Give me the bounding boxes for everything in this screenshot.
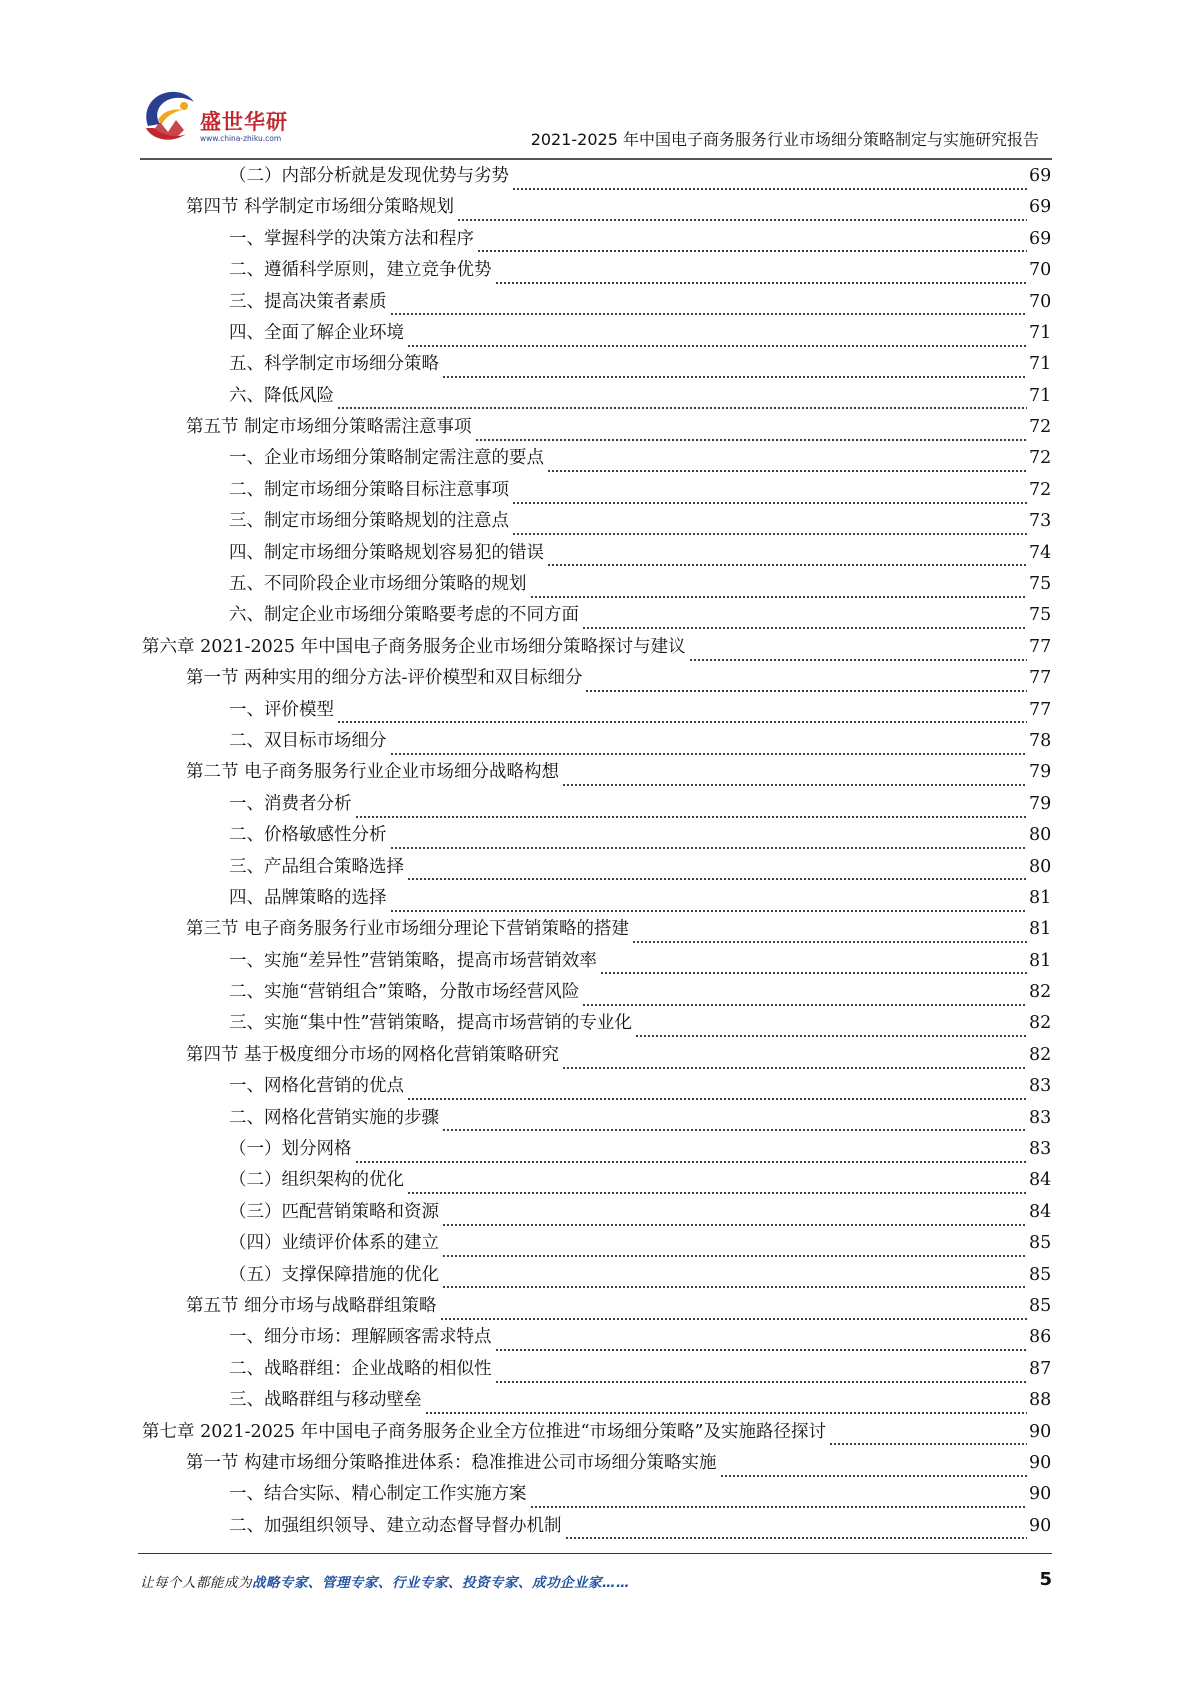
toc-entry[interactable] [229,695,1051,726]
toc-entry[interactable] [229,475,1051,506]
toc-entry[interactable] [229,161,1051,192]
toc-entry[interactable] [229,349,1051,380]
toc-leader-dots [689,642,1027,662]
toc-entry-page: 73 [1029,511,1052,532]
toc-leader-dots [495,265,1028,285]
toc-entry-page: 88 [1029,1390,1052,1411]
toc-entry[interactable] [229,318,1051,349]
toc-entry[interactable] [229,381,1051,412]
toc-entry[interactable] [229,444,1051,475]
toc-entry-page: 74 [1029,542,1052,563]
toc-leader-dots [442,1269,1027,1289]
toc-entry-title: 第一节 两种实用的细分方法-评价模型和双目标细分 [186,668,583,689]
report-title: 2021-2025 年中国电子商务服务行业市场细分策略制定与实施研究报告 [530,130,1039,149]
toc-entry[interactable] [186,1448,1051,1479]
toc-leader-dots [390,893,1028,913]
toc-entry-page: 69 [1029,228,1052,249]
toc-entry-page: 80 [1029,856,1052,877]
toc-leader-dots [440,1301,1027,1321]
toc-entry-page: 69 [1029,165,1052,186]
toc-leader-dots [457,202,1027,222]
toc-entry-title: 一、消费者分析 [229,793,352,814]
toc-entry-title: 三、制定市场细分策略规划的注意点 [229,511,509,532]
toc-entry[interactable] [229,1166,1051,1197]
toc-entry[interactable] [229,1385,1051,1416]
toc-entry[interactable] [229,1197,1051,1228]
toc-entry-page: 80 [1029,825,1052,846]
toc-entry-page: 90 [1029,1421,1052,1442]
toc-entry[interactable] [186,914,1051,945]
toc-entry-page: 79 [1029,762,1052,783]
toc-entry-title: 第四节 科学制定市场细分策略规划 [186,197,455,218]
toc-entry[interactable] [186,757,1051,788]
toc-entry-title: 一、结合实际、精心制定工作实施方案 [229,1484,527,1505]
toc-entry-page: 75 [1029,605,1052,626]
toc-entry-page: 84 [1029,1170,1052,1191]
toc-entry-title: 四、制定市场细分策略规划容易犯的错误 [229,542,544,563]
toc-entry[interactable] [229,1228,1051,1259]
toc-entry-page: 72 [1029,417,1052,438]
toc-entry-page: 90 [1029,1452,1052,1473]
toc-leader-dots [600,955,1027,975]
toc-leader-dots [442,1112,1027,1132]
toc-entry[interactable] [186,1040,1051,1071]
toc-leader-dots [442,359,1027,379]
toc-entry[interactable] [229,977,1051,1008]
toc-entry[interactable] [229,1103,1051,1134]
toc-leader-dots [530,1489,1028,1509]
toc-leader-dots [547,453,1027,473]
toc-entry-page: 75 [1029,574,1052,595]
toc-entry-title: （二）内部分析就是发现优势与劣势 [229,165,509,186]
toc-entry-page: 70 [1029,291,1052,312]
toc-entry-page: 83 [1029,1139,1052,1160]
toc-leader-dots [407,861,1027,881]
toc-entry-title: （四）业绩评价体系的建立 [229,1233,439,1254]
toc-entry-title: 第三节 电子商务服务行业市场细分理论下营销策略的搭建 [186,919,630,940]
toc-leader-dots [512,171,1027,191]
toc-entry[interactable] [229,1134,1051,1165]
toc-entry[interactable] [229,1009,1051,1040]
toc-entry-page: 71 [1029,354,1052,375]
toc-entry-title: 三、产品组合策略选择 [229,856,404,877]
toc-entry-title: 三、战略群组与移动壁垒 [229,1390,422,1411]
toc-leader-dots [562,767,1027,787]
toc-leader-dots [407,1175,1027,1195]
toc-entry-title: 六、制定企业市场细分策略要考虑的不同方面 [229,605,579,626]
toc-entry-title: 二、双目标市场细分 [229,730,387,751]
toc-leader-dots [495,1364,1028,1384]
toc-entry-page: 87 [1029,1358,1052,1379]
toc-entry[interactable] [229,789,1051,820]
toc-leader-dots [407,1081,1027,1101]
toc-entry-page: 77 [1029,668,1052,689]
toc-entry[interactable] [229,1322,1051,1353]
toc-entry-title: （二）组织架构的优化 [229,1170,404,1191]
toc-entry-title: 第二节 电子商务服务行业企业市场细分战略构想 [186,762,560,783]
toc-entry-page: 77 [1029,699,1052,720]
toc-entry-title: 二、遵循科学原则，建立竞争优势 [229,260,492,281]
toc-entry-page: 70 [1029,260,1052,281]
footer-slogan [140,1571,630,1591]
toc-entry-title: 二、战略群组：企业战略的相似性 [229,1358,492,1379]
toc-leader-dots [512,516,1027,536]
toc-leader-dots [632,924,1027,944]
toc-entry-title: 第七章 2021-2025 年中国电子商务服务企业全方位推进“市场细分策略”及实施路径探讨 [142,1421,827,1442]
toc-entry[interactable] [229,506,1051,537]
toc-entry-title: 第五节 细分市场与战略群组策略 [186,1296,437,1316]
toc-entry-page: 71 [1029,385,1052,406]
toc-leader-dots [582,610,1027,630]
toc-entry[interactable] [229,1479,1051,1510]
toc-leader-dots [582,987,1027,1007]
toc-entry-title: 三、实施“集中性”营销策略，提高市场营销的专业化 [229,1013,632,1034]
toc-leader-dots [562,1050,1027,1070]
page-number: 5 [1039,1569,1052,1590]
toc-entry-title: 第六章 2021-2025 年中国电子商务服务企业市场细分策略探讨与建议 [142,636,686,657]
toc-entry-page: 85 [1029,1296,1052,1316]
toc-entry-title: 五、科学制定市场细分策略 [229,354,439,375]
toc-entry[interactable] [229,287,1051,318]
toc-leader-dots [337,390,1027,410]
toc-entry[interactable] [186,663,1051,694]
toc-entry-title: 第五节 制定市场细分策略需注意事项 [186,417,472,438]
toc-entry-page: 81 [1029,950,1052,971]
toc-entry-title: 一、掌握科学的决策方法和程序 [229,228,474,249]
toc-entry-title: （一）划分网格 [229,1139,352,1160]
toc-entry[interactable] [186,412,1051,443]
toc-leader-dots [442,1238,1027,1258]
toc-entry[interactable] [229,1511,1051,1542]
toc-leader-dots [407,328,1027,348]
toc-leader-dots [390,736,1028,756]
toc-leader-dots [390,830,1028,850]
company-logo [138,82,338,152]
toc-leader-dots [337,704,1027,724]
toc-entry-page: 78 [1029,730,1052,751]
toc-leader-dots [547,547,1027,567]
toc-entry-page: 90 [1029,1484,1052,1505]
toc-entry-page: 82 [1029,1044,1052,1065]
toc-entry[interactable] [229,1354,1051,1385]
toc-entry-page: 85 [1029,1264,1052,1285]
toc-entry-page: 85 [1029,1233,1052,1254]
toc-leader-dots [355,1144,1028,1164]
toc-entry-page: 83 [1029,1107,1052,1128]
toc-entry-page: 82 [1029,1013,1052,1034]
toc-leader-dots [442,1207,1027,1227]
toc-entry-page: 83 [1029,1076,1052,1097]
toc-leader-dots [829,1426,1027,1446]
toc-entry-title: 二、价格敏感性分析 [229,825,387,846]
toc-entry[interactable] [142,632,1051,663]
toc-entry-title: 二、加强组织领导、建立动态督导督办机制 [229,1515,562,1536]
toc-entry-page: 84 [1029,1201,1052,1222]
toc-leader-dots [512,485,1027,505]
toc-entry-page: 72 [1029,448,1052,469]
toc-entry-title: （三）匹配营销策略和资源 [229,1201,439,1222]
logo-url: www.china-zhiku.com [200,134,282,143]
toc-entry-page: 79 [1029,793,1052,814]
toc-entry-title: （五）支撑保障措施的优化 [229,1264,439,1285]
toc-entry[interactable] [229,883,1051,914]
toc-entry-title: 一、评价模型 [229,699,334,720]
toc-entry-title: 一、企业市场细分策略制定需注意的要点 [229,448,544,469]
toc-entry-title: 第一节 构建市场细分策略推进体系：稳准推进公司市场细分策略实施 [186,1452,717,1473]
toc-entry-page: 81 [1029,887,1052,908]
toc-entry-title: 二、制定市场细分策略目标注意事项 [229,479,509,500]
header-divider [140,158,1052,160]
toc-entry[interactable] [229,946,1051,977]
page-footer [140,1571,1052,1595]
toc-entry-page: 69 [1029,197,1052,218]
table-of-contents [0,161,1191,1542]
toc-leader-dots [720,1458,1027,1478]
toc-entry-page: 72 [1029,479,1052,500]
toc-leader-dots [390,296,1028,316]
toc-entry-title: 五、不同阶段企业市场细分策略的规划 [229,574,527,595]
toc-entry[interactable] [186,192,1051,223]
toc-entry[interactable] [229,224,1051,255]
toc-entry[interactable] [229,852,1051,883]
toc-entry-title: 六、降低风险 [229,385,334,406]
toc-entry[interactable] [229,820,1051,851]
toc-leader-dots [355,799,1028,819]
toc-entry[interactable] [186,1291,1051,1322]
toc-leader-dots [585,673,1027,693]
logo-swirl-icon [138,82,204,148]
toc-entry-title: 二、实施“营销组合”策略，分散市场经营风险 [229,982,580,1003]
toc-entry[interactable] [229,255,1051,286]
toc-entry-title: 四、品牌策略的选择 [229,887,387,908]
toc-leader-dots [530,579,1028,599]
logo-name: 盛世华研 [200,110,288,134]
slogan-lead: 让每个人都能成为 [140,1575,252,1591]
footer-divider [138,1553,1052,1554]
toc-leader-dots [475,422,1027,442]
toc-entry[interactable] [229,538,1051,569]
toc-entry-title: 一、网格化营销的优点 [229,1076,404,1097]
toc-entry-title: 二、网格化营销实施的步骤 [229,1107,439,1128]
toc-entry[interactable] [229,569,1051,600]
toc-entry-title: 一、实施“差异性”营销策略，提高市场营销效率 [229,950,597,971]
toc-entry-page: 77 [1029,636,1052,657]
toc-leader-dots [495,1332,1028,1352]
toc-entry-title: 一、细分市场：理解顾客需求特点 [229,1327,492,1348]
toc-entry-title: 第四节 基于极度细分市场的网格化营销策略研究 [186,1044,560,1065]
toc-entry-page: 81 [1029,919,1052,940]
toc-entry[interactable] [229,1260,1051,1291]
toc-entry-page: 71 [1029,322,1052,343]
toc-leader-dots [565,1520,1028,1540]
toc-entry-page: 86 [1029,1327,1052,1348]
toc-leader-dots [477,233,1027,253]
toc-entry[interactable] [229,726,1051,757]
toc-leader-dots [635,1018,1027,1038]
toc-entry-title: 四、全面了解企业环境 [229,322,404,343]
toc-entry-page: 82 [1029,982,1052,1003]
toc-entry-page: 90 [1029,1515,1052,1536]
slogan-roles: 战略专家、管理专家、行业专家、投资专家、成功企业家…… [252,1575,630,1591]
toc-entry[interactable] [229,600,1051,631]
toc-entry-title: 三、提高决策者素质 [229,291,387,312]
toc-entry[interactable] [229,1071,1051,1102]
toc-leader-dots [425,1395,1028,1415]
toc-entry[interactable] [142,1417,1051,1448]
page-header [0,0,1191,160]
